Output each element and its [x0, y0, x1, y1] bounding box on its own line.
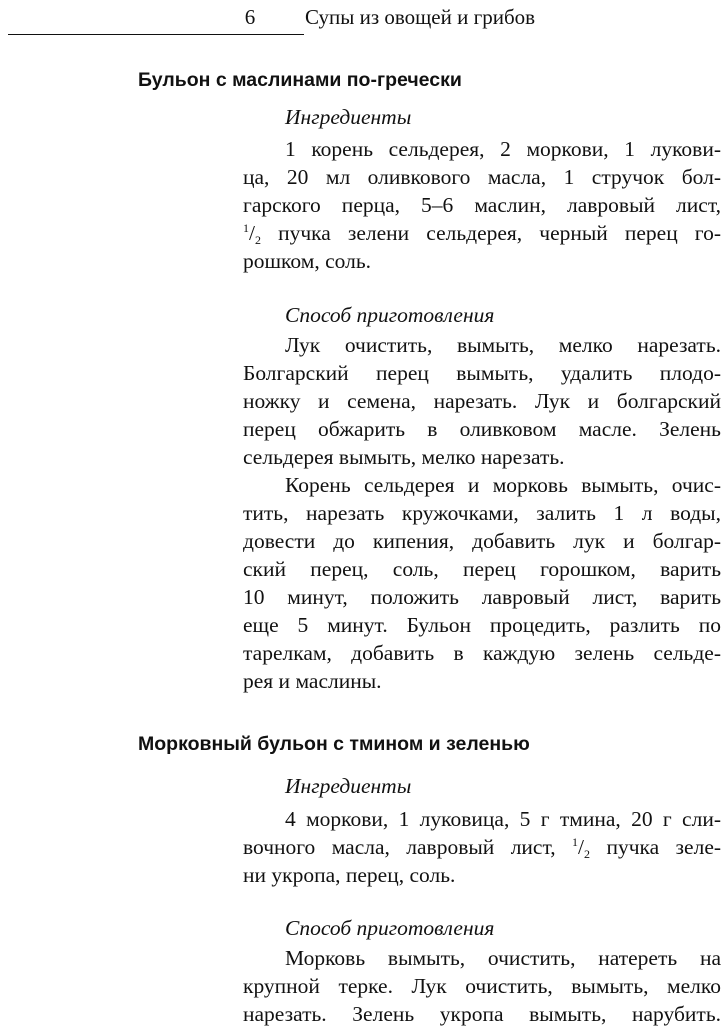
method-line: Морковь вымыть, очистить, натереть на	[285, 946, 721, 970]
fraction-numerator: 1	[243, 221, 249, 235]
method-line: перец обжарить в оливковом масле. Зелень	[243, 417, 721, 441]
method-line: сельдерея вымыть, мелко нарезать.	[243, 445, 565, 469]
method-line: рея и маслины.	[243, 669, 382, 693]
fraction-half	[572, 833, 590, 861]
ingredients-line: гарского перца, 5–6 маслин, лавровый лист,	[243, 193, 721, 217]
running-title: Супы из овощей и грибов	[305, 5, 536, 29]
method-line: Лук очистить, вымыть, мелко нарезать.	[285, 333, 721, 357]
method-line: тить, нарезать кружочками, залить 1 л воды,	[243, 501, 721, 525]
ingredients-line-text: пучка зеле-	[606, 835, 722, 859]
method-line: нарезать. Зелень укропа вымыть, нарубить.	[243, 1002, 721, 1026]
ingredients-line-with-fraction	[243, 833, 721, 861]
fraction-slash: /	[578, 835, 585, 859]
ingredients-line: ца, 20 мл оливкового масла, 1 стручок бол-	[243, 165, 721, 189]
fraction-half	[243, 219, 261, 247]
method-line: ский перец, соль, перец горошком, варить	[243, 557, 721, 581]
method-line: Корень сельдерея и морковь вымыть, очис-	[285, 473, 721, 497]
recipe-title: Морковный бульон с тмином и зеленью	[138, 733, 530, 755]
ingredients-line-text: пучка зелени сельдерея, черный перец го-	[278, 221, 722, 245]
fraction-numerator: 1	[572, 835, 579, 849]
fraction-denominator: 2	[254, 233, 261, 247]
method-line: Болгарский перец вымыть, удалить плодо-	[243, 361, 721, 385]
method-line: довести до кипения, добавить лук и болгар-	[243, 529, 721, 553]
ingredients-line: ни укропа, перец, соль.	[243, 863, 456, 887]
ingredients-heading: Ингредиенты	[285, 774, 412, 798]
method-line: крупной терке. Лук очистить, вымыть, мелко	[243, 974, 721, 998]
fraction-denominator: 2	[584, 847, 591, 861]
method-line: тарелкам, добавить в каждую зелень сельде-	[243, 641, 721, 665]
ingredients-line: рошком, соль.	[243, 249, 372, 273]
page-number: 6	[244, 5, 256, 29]
ingredients-line: 4 моркови, 1 луковица, 5 г тмина, 20 г сли-	[285, 807, 721, 831]
method-heading: Способ приготовления	[285, 303, 495, 327]
method-heading: Способ приготовления	[285, 916, 495, 940]
ingredients-line-text: вочного масла, лавровый лист,	[243, 835, 556, 859]
method-line: 10 минут, положить лавровый лист, варить	[243, 585, 721, 609]
method-line: еще 5 минут. Бульон процедить, разлить по	[243, 613, 721, 637]
method-line: ножку и семена, нарезать. Лук и болгарский	[243, 389, 721, 413]
recipe-title: Бульон с маслинами по-гречески	[138, 69, 462, 91]
ingredients-heading: Ингредиенты	[285, 105, 412, 129]
ingredients-line: 1 корень сельдерея, 2 моркови, 1 лукови-	[285, 137, 721, 161]
ingredients-line-with-fraction	[243, 219, 721, 247]
fraction-slash: /	[249, 221, 255, 245]
